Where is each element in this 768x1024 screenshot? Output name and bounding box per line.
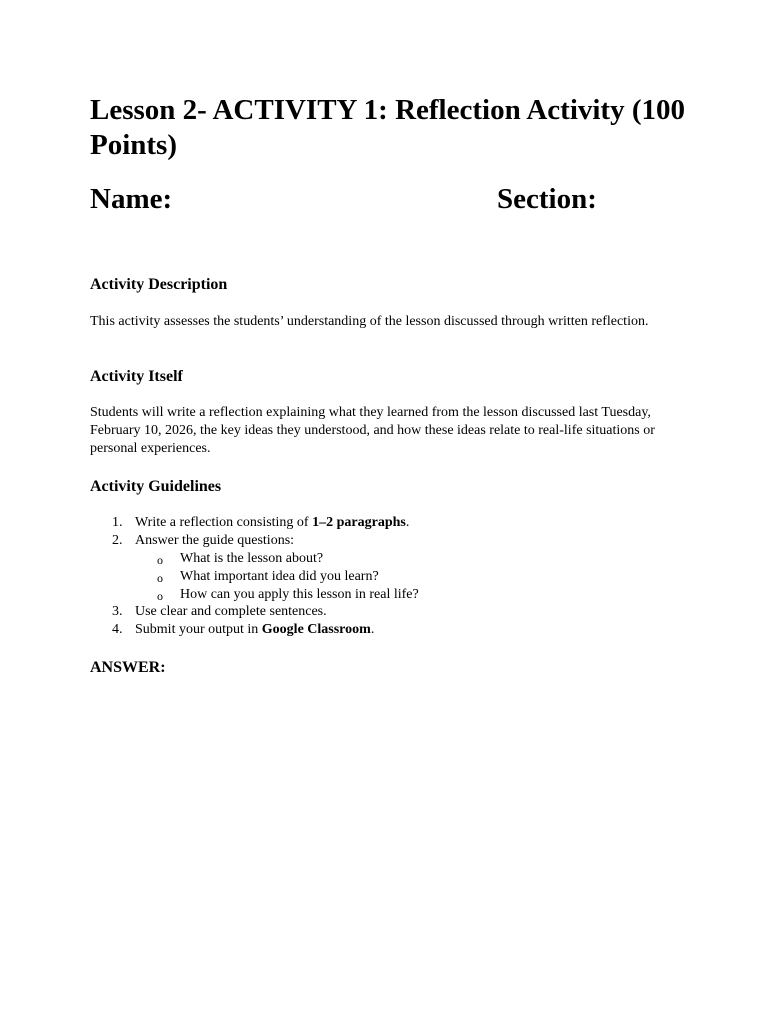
activity-description-heading: Activity Description [90,276,228,293]
list-item: Answer the guide questions: [135,533,295,548]
name-label: Name: [90,183,173,215]
bullet-icon: o [157,553,163,567]
sub-list-item: What is the lesson about? [180,551,324,566]
activity-guidelines-heading: Activity Guidelines [90,478,222,495]
activity-itself-heading: Activity Itself [90,368,183,385]
bullet-icon: o [157,589,163,603]
list-item: Submit your output in Google Classroom. [135,622,375,637]
list-number: 3. [112,604,123,619]
list-item: Use clear and complete sentences. [135,604,327,619]
sub-list-item: What important idea did you learn? [180,569,379,584]
section-label: Section: [497,183,597,215]
answer-label: ANSWER: [90,659,166,676]
activity-itself-text: Students will write a reflection explaining what they learned from the lesson discussed last Tuesday, February 10, 2026, the key ideas they understood, and how these ideas relate to real-life situations or personal experiences. [90,405,655,456]
sub-list-item: How can you apply this lesson in real life? [180,587,419,602]
list-number: 1. [112,515,123,530]
page-title: Lesson 2- ACTIVITY 1: Reflection Activity (100 Points) [90,94,685,161]
list-item: Write a reflection consisting of 1–2 paragraphs. [135,515,410,530]
list-number: 4. [112,622,123,637]
bullet-icon: o [157,571,163,585]
list-number: 2. [112,533,123,548]
activity-description-text: This activity assesses the students’ understanding of the lesson discussed through written reflection. [90,314,649,329]
